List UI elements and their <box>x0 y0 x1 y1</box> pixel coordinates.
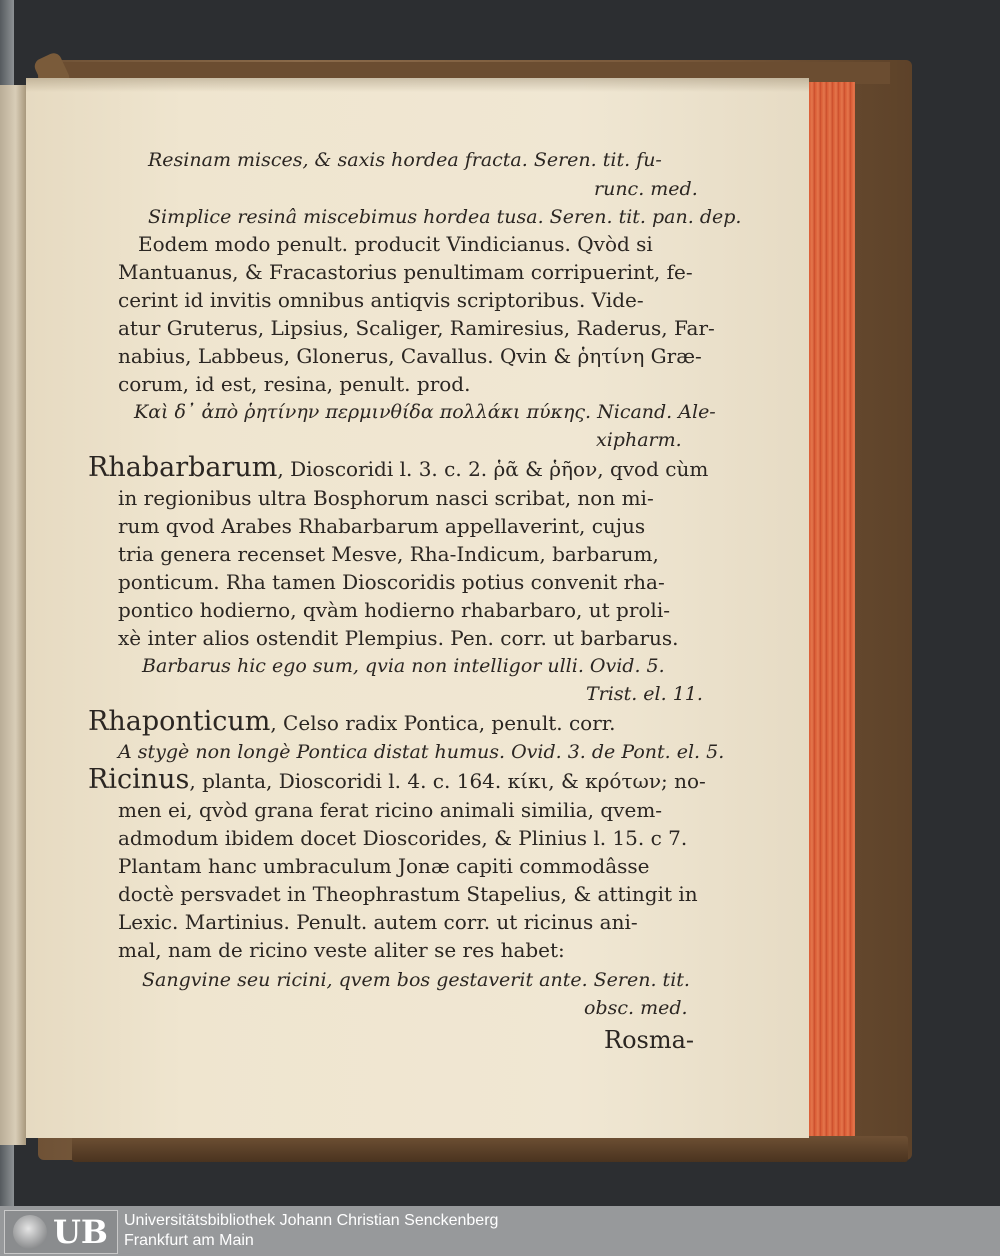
logo-text: UB <box>53 1213 108 1251</box>
text-line: corum, id est, resina, penult. prod. <box>118 372 471 396</box>
text-line: Καὶ δ᾽ ἀπὸ ῥητίνην περμινθίδα πολλάκι πύκης. Nicand. Ale- <box>134 401 716 423</box>
text-line: admodum ibidem docet Dioscorides, & Plinius l. 15. c 7. <box>118 826 688 850</box>
text-line <box>88 766 706 795</box>
text-line: ponticum. Rha tamen Dioscoridis potius convenit rha- <box>118 570 665 594</box>
text-line: in regionibus ultra Bosphorum nasci scribat, non mi- <box>118 486 654 510</box>
page-text <box>26 78 809 1138</box>
text-line-continuation: , Dioscoridi l. 3. c. 2. ῥᾶ & ῥῆον, qvod cùm <box>277 457 709 481</box>
text-line: pontico hodierno, qvàm hodierno rhabarbaro, ut proli- <box>118 598 670 622</box>
text-line: Plantam hanc umbraculum Jonæ capiti commodâsse <box>118 854 650 878</box>
text-line: Lexic. Martinius. Penult. autem corr. ut ricinus ani- <box>118 910 638 934</box>
red-page-edges <box>803 82 855 1138</box>
text-line: nabius, Labbeus, Glonerus, Cavallus. Qvin & ῥητίνη Græ- <box>118 344 702 368</box>
text-line: Resinam misces, & saxis hordea fracta. Seren. tit. fu- <box>148 149 662 171</box>
headword: Rhabarbarum <box>88 452 278 483</box>
text-line: Simplice resinâ miscebimus hordea tusa. Seren. tit. pan. dep. <box>148 206 742 228</box>
text-line <box>88 454 708 483</box>
ub-logo[interactable] <box>4 1210 118 1254</box>
text-line: A stygè non longè Pontica distat humus. Ovid. 3. de Pont. el. 5. <box>118 741 725 763</box>
library-footer <box>0 1206 1000 1256</box>
facing-page-edge <box>0 85 26 1145</box>
text-line: Trist. el. 11. <box>586 683 703 705</box>
library-city: Frankfurt am Main <box>124 1232 254 1249</box>
text-line: cerint id invitis omnibus antiqvis scriptoribus. Vide- <box>118 288 644 312</box>
text-line: xè inter alios ostendit Plempius. Pen. corr. ut barbarus. <box>118 626 679 650</box>
text-line: xipharm. <box>596 429 682 451</box>
catchword: Rosma- <box>604 1026 695 1054</box>
text-line: Mantuanus, & Fracastorius penultimam corripuerint, fe- <box>118 260 693 284</box>
text-line: rum qvod Arabes Rhabarbarum appellaverint, cujus <box>118 514 646 538</box>
page-shadow <box>26 78 809 92</box>
text-line-continuation: , Celso radix Pontica, penult. corr. <box>270 711 616 735</box>
text-line: men ei, qvòd grana ferat ricino animali similia, qvem- <box>118 798 663 822</box>
text-line: Barbarus hic ego sum, qvia non intelligor ulli. Ovid. 5. <box>142 655 665 677</box>
book-page <box>26 78 809 1138</box>
text-line: obsc. med. <box>584 997 688 1019</box>
portrait-icon <box>13 1215 47 1249</box>
text-line: doctè persvadet in Theophrastum Stapelius, & attingit in <box>118 882 698 906</box>
headword: Ricinus <box>88 764 190 795</box>
text-line: mal, nam de ricino veste aliter se res habet: <box>118 938 565 962</box>
library-name: Universitätsbibliothek Johann Christian Senckenberg <box>124 1212 499 1229</box>
text-line <box>88 708 616 737</box>
text-line-continuation: , planta, Dioscoridi l. 4. c. 164. κίκι, & κρότων; no- <box>189 769 706 793</box>
text-line: Eodem modo penult. producit Vindicianus. Qvòd si <box>138 232 653 256</box>
text-line: atur Gruterus, Lipsius, Scaliger, Ramiresius, Raderus, Far- <box>118 316 715 340</box>
text-line: runc. med. <box>594 178 698 200</box>
cover-bottom-edge <box>72 1136 908 1162</box>
headword: Rhaponticum <box>88 706 271 737</box>
text-line: Sangvine seu ricini, qvem bos gestaverit ante. Seren. tit. <box>142 969 690 991</box>
text-line: tria genera recenset Mesve, Rha-Indicum, barbarum, <box>118 542 659 566</box>
